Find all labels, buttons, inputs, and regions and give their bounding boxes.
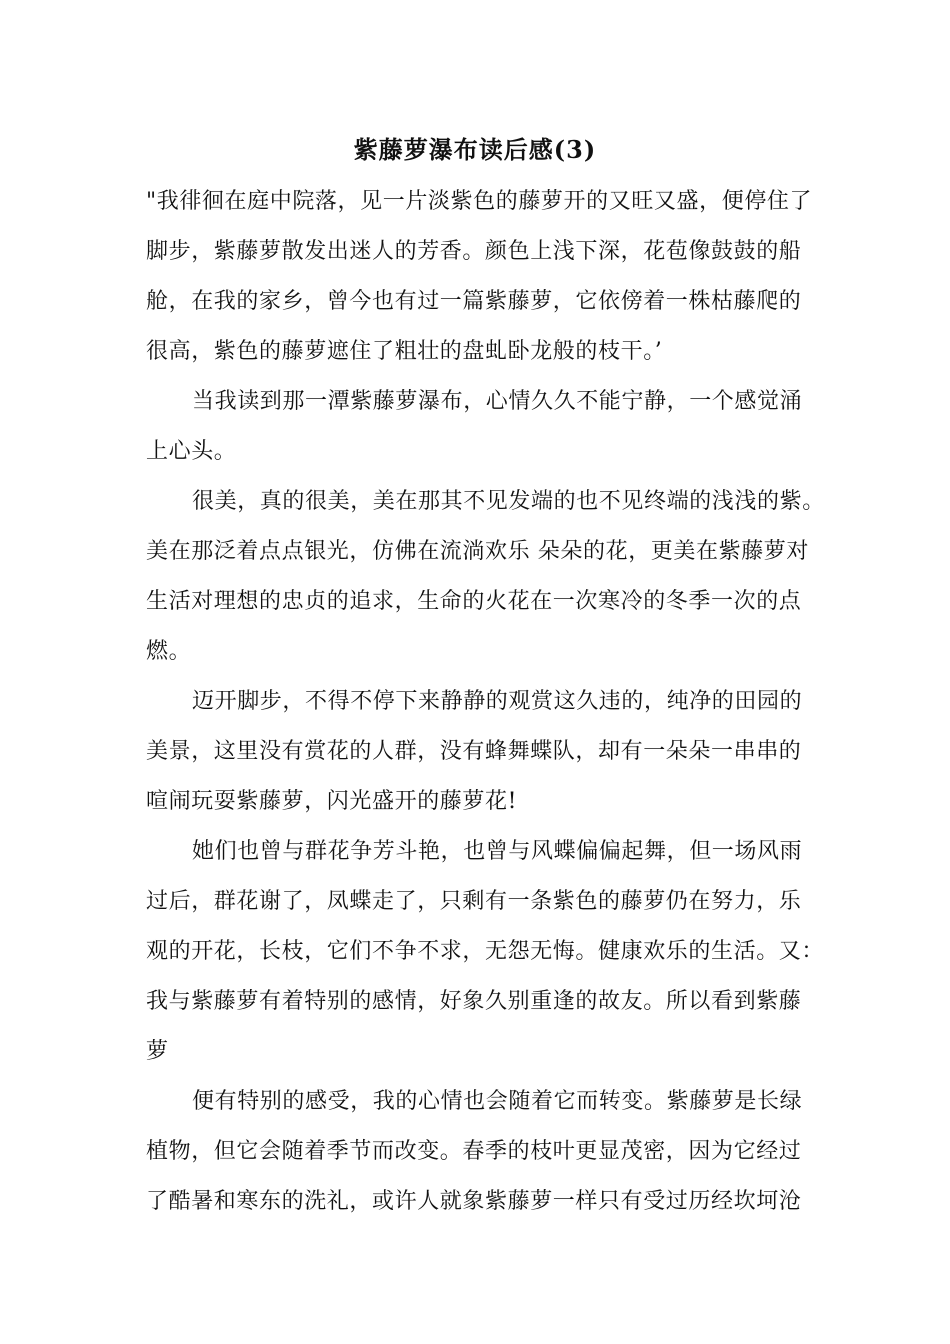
text-line: 当我读到那一潭紫藤萝瀑布，心情久久不能宁静，一个感觉涌 xyxy=(192,389,803,414)
text-line: 生活对理想的忠贞的追求，生命的火花在一次寒冷的冬季一次的点 xyxy=(146,589,802,614)
text-line: 她们也曾与群花争芳斗艳，也曾与风蝶偏偏起舞，但一场风雨 xyxy=(192,839,803,864)
text-line: 美在那泛着点点银光，仿佛在流淌欢乐 朵朵的花，更美在紫藤萝对 xyxy=(146,539,809,564)
text-line: 了酷暑和寒东的洗礼，或许人就象紫藤萝一样只有受过历经坎坷沧 xyxy=(146,1189,802,1214)
text-line: 上心头。 xyxy=(146,439,237,464)
text-line: 美景，这里没有赏花的人群，没有蜂舞蝶队，却有一朵朵一串串的 xyxy=(146,739,802,764)
text-line: 很高，紫色的藤萝遮住了粗壮的盘虬卧龙般的枝干。’ xyxy=(146,339,663,364)
text-line: 我与紫藤萝有着特别的感情，好象久别重逢的故友。所以看到紫藤 xyxy=(146,989,802,1014)
text-line: 植物，但它会随着季节而改变。春季的枝叶更显茂密，因为它经过 xyxy=(146,1139,802,1164)
text-line: 喧闹玩耍紫藤萝，闪光盛开的藤萝花! xyxy=(146,789,518,814)
text-line: 观的开花，长枝，它们不争不求，无怨无悔。健康欢乐的生活。又： xyxy=(146,939,825,964)
document-title: 紫藤萝瀑布读后感(3) xyxy=(353,135,597,164)
text-line: 很美，真的很美，美在那其不见发端的也不见终端的浅浅的紫。 xyxy=(192,489,825,514)
text-line: 脚步，紫藤萝散发出迷人的芳香。颜色上浅下深，花苞像鼓鼓的船 xyxy=(146,239,802,264)
text-line: 萝 xyxy=(146,1039,169,1064)
text-line: 便有特别的感受，我的心情也会随着它而转变。紫藤萝是长绿 xyxy=(192,1089,803,1114)
text-line: "我徘徊在庭中院落，见一片淡紫色的藤萝开的又旺又盛，便停住了 xyxy=(146,189,813,214)
text-line: 过后，群花谢了，凤蝶走了，只剩有一条紫色的藤萝仍在努力，乐 xyxy=(146,889,802,914)
text-line: 迈开脚步，不得不停下来静静的观赏这久违的，纯净的田园的 xyxy=(192,689,803,714)
text-line: 舱，在我的家乡，曾今也有过一篇紫藤萝，它依傍着一株枯藤爬的 xyxy=(146,289,802,314)
text-line: 燃。 xyxy=(146,639,192,664)
